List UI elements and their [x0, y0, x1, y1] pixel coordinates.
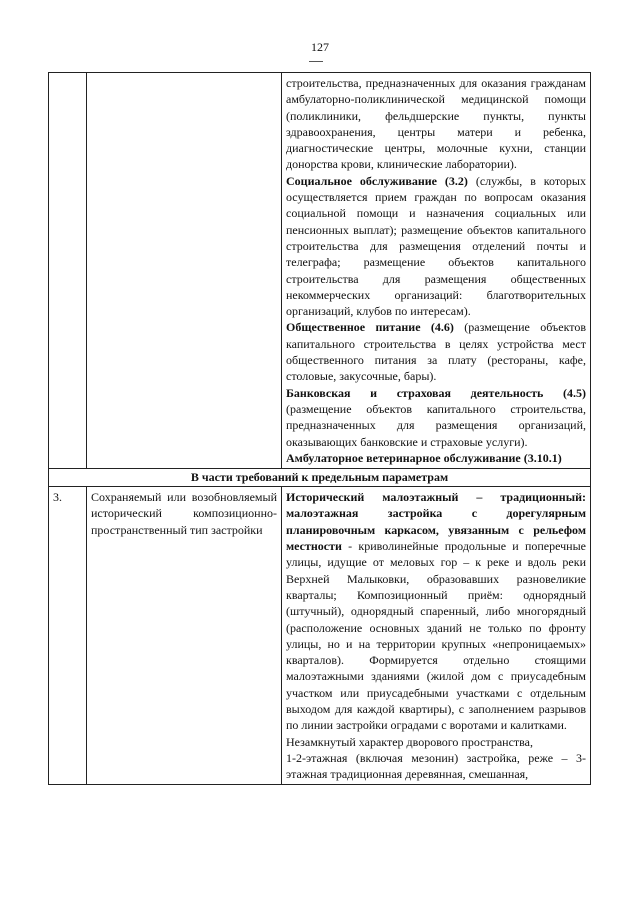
- section-header: В части требований к предельным параметрам: [49, 469, 591, 487]
- text-social-service: (службы, в которых осуществляется прием граждан по вопросам оказания социальной помощи и назначения социальных или пенсионных выплат); размещение объектов капитального строительства для размещения отделений почты и телеграфа; размещение объектов капитального строительства для размещения общественных некоммерческих организаций: благотворительных организаций, клубов по интересам).: [286, 173, 586, 319]
- paragraph-veterinary: [286, 450, 586, 466]
- document-table: [48, 72, 591, 785]
- paragraph-catering: [286, 319, 586, 384]
- row-content-cell: [282, 487, 591, 785]
- term-social-service: Социальное обслуживание (3.2): [286, 173, 468, 188]
- term-historical-type: Исторический малоэтажный – традиционный: малоэтажная застройка с дорегулярным планировочным каркасом, увязанным с рельефом местности: [286, 490, 586, 554]
- row-number-cell: 3.: [49, 487, 87, 785]
- paragraph-social: [286, 173, 586, 320]
- row-name-cell: [87, 73, 282, 469]
- text-catering: (размещение объектов капитального строительства в целях устройства мест общественного питания за плату (рестораны, кафе, столовые, закусочные, бары).: [286, 320, 587, 384]
- paragraph-courtyard: Незамкнутый характер дворового пространства,: [286, 734, 534, 749]
- table-row: [49, 73, 591, 469]
- row-content-cell: [282, 73, 591, 469]
- page-number: 127: [311, 40, 329, 54]
- row-name-text: Сохраняемый или возобновляемый исторический композиционно-пространственный тип застройки: [91, 490, 277, 537]
- table-row: [49, 487, 591, 785]
- term-veterinary: Амбулаторное ветеринарное обслуживание (3.10.1): [286, 450, 562, 465]
- row-number-cell: [49, 73, 87, 469]
- row-name-cell: [87, 487, 282, 785]
- paragraph-medical: строительства, предназначенных для оказания гражданам амбулаторно-поликлинической медицинской помощи (поликлиники, фельдшерские пункты, пункты здравоохранения, центры матери и ребенка, диагностические центры, молочные кухни, станции донорства крови, клинические лаборатории).: [286, 76, 586, 172]
- paragraph-banking: [286, 385, 586, 450]
- decorative-mark: [309, 61, 323, 62]
- paragraph-floors: 1-2-этажная (включая мезонин) застройка, реже – 3-этажная традиционная деревянная, смешанная,: [286, 750, 586, 782]
- section-header-row: [49, 469, 591, 487]
- text-banking: (размещение объектов капитального строительства, предназначенных для размещения организаций, оказывающих банковские и страховые услуги).: [286, 401, 586, 449]
- term-banking: Банковская и страховая деятельность (4.5): [286, 385, 586, 400]
- text-historical-type: - криволинейные продольные и поперечные улицы, идущие от меловых гор – к реке и вдоль реки Верхней Малыковки, образовавших разновеликие кварталы; Композиционный приём: однорядный (штучный), однорядный спаренный, либо многорядный (расположение основных зданий не только по фронту улицы, но и на территории крупных «непроницаемых» кварталов). Формируется отдельно стоящими малоэтажными зданиями (жилой дом с приусадебным участком или приусадебными участками с отдельным выходом для каждой квартиры), с заполнением разрывов по линии застройки оградами с воротами и калитками.: [286, 539, 586, 733]
- term-catering: Общественное питание (4.6): [286, 320, 454, 335]
- paragraph-historical-type: [286, 489, 586, 733]
